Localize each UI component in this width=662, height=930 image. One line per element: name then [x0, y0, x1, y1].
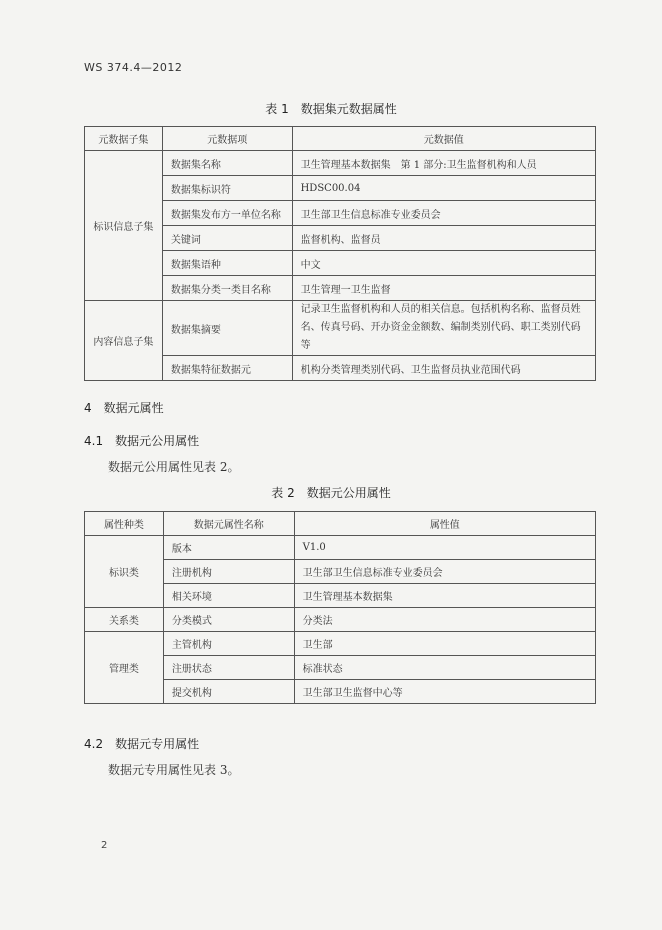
- table2-value: 卫生管理基本数据集: [294, 584, 595, 608]
- section-4-1-heading: [84, 432, 199, 449]
- section-number: 4.2: [84, 737, 104, 751]
- table1-value-line: 记录卫生监督机构和人员的相关信息。包括机构名称、监督员姓: [300, 304, 581, 315]
- table1-subset-identification: 标识信息子集: [85, 151, 163, 301]
- section-4-1-paragraph: 数据元公用属性见表 2。: [108, 460, 240, 474]
- table1-value: 卫生管理基本数据集 第 1 部分:卫生监督机构和人员: [292, 151, 595, 176]
- table2-header-category: 属性种类: [85, 512, 164, 536]
- table2-value: 标准状态: [294, 656, 595, 680]
- table2-category-relation: 关系类: [85, 608, 164, 632]
- section-title: 数据元专用属性: [115, 737, 200, 751]
- section-4-heading: [84, 399, 164, 416]
- table1-value: 监督机构、监督员: [292, 226, 595, 251]
- page-number: 2: [101, 840, 108, 851]
- section-title: 数据元属性: [103, 401, 164, 415]
- section-title: 数据元公用属性: [115, 434, 200, 448]
- section-4-2-heading: [84, 735, 199, 752]
- table2-caption: 表 2 数据元公用属性: [271, 486, 391, 500]
- table1-item: 数据集发布方一单位名称: [162, 201, 292, 226]
- table1-value: 中文: [292, 251, 595, 276]
- table1-value-line: 名、传真号码、开办资金金额数、编制类别代码、职工类别代码等: [300, 322, 581, 351]
- table1-value: 卫生管理一卫生监督: [292, 276, 595, 301]
- table2-header-name: 数据元属性名称: [163, 512, 294, 536]
- table1-caption: 表 1 数据集元数据属性: [265, 102, 397, 116]
- table1-item: 数据集摘要: [162, 301, 292, 356]
- section-number: 4.1: [84, 434, 104, 448]
- table2: [84, 511, 596, 704]
- section-number: 4: [84, 401, 92, 415]
- table-row: [85, 151, 596, 176]
- table1-item: 数据集名称: [162, 151, 292, 176]
- table2-header-row: [85, 512, 596, 536]
- table1-subset-content: 内容信息子集: [85, 301, 163, 381]
- table1-item: 数据集语种: [162, 251, 292, 276]
- table-row: [85, 536, 596, 560]
- table1-header-value: 元数据值: [292, 127, 595, 151]
- table1-item: 关键词: [162, 226, 292, 251]
- table1-header-subset: 元数据子集: [85, 127, 163, 151]
- table-row: [85, 301, 596, 356]
- table2-value: 卫生部卫生监督中心等: [294, 680, 595, 704]
- table1-value: [292, 301, 595, 356]
- table2-category-management: 管理类: [85, 632, 164, 704]
- table2-name: 注册状态: [163, 656, 294, 680]
- table2-name: 版本: [163, 536, 294, 560]
- table2-name: 主管机构: [163, 632, 294, 656]
- table2-category-identification: 标识类: [85, 536, 164, 608]
- table1-item: 数据集特征数据元: [162, 356, 292, 381]
- table2-name: 注册机构: [163, 560, 294, 584]
- table2-name: 分类模式: [163, 608, 294, 632]
- table2-name: 提交机构: [163, 680, 294, 704]
- table1-header-item: 元数据项: [162, 127, 292, 151]
- table1-item: 数据集标识符: [162, 176, 292, 201]
- table1: [84, 126, 596, 381]
- table1-value: 卫生部卫生信息标准专业委员会: [292, 201, 595, 226]
- table1-header-row: [85, 127, 596, 151]
- table1-item: 数据集分类一类目名称: [162, 276, 292, 301]
- table2-value: 卫生部卫生信息标准专业委员会: [294, 560, 595, 584]
- section-4-2-paragraph: 数据元专用属性见表 3。: [108, 763, 240, 777]
- table-row: [85, 608, 596, 632]
- table2-header-value: 属性值: [294, 512, 595, 536]
- table2-value: V1.0: [294, 536, 595, 560]
- table2-name: 相关环境: [163, 584, 294, 608]
- standard-code: WS 374.4—2012: [84, 61, 183, 74]
- table2-value: 分类法: [294, 608, 595, 632]
- table1-value: HDSC00.04: [292, 176, 595, 201]
- table-row: [85, 632, 596, 656]
- table2-value: 卫生部: [294, 632, 595, 656]
- table1-value: 机构分类管理类别代码、卫生监督员执业范围代码: [292, 356, 595, 381]
